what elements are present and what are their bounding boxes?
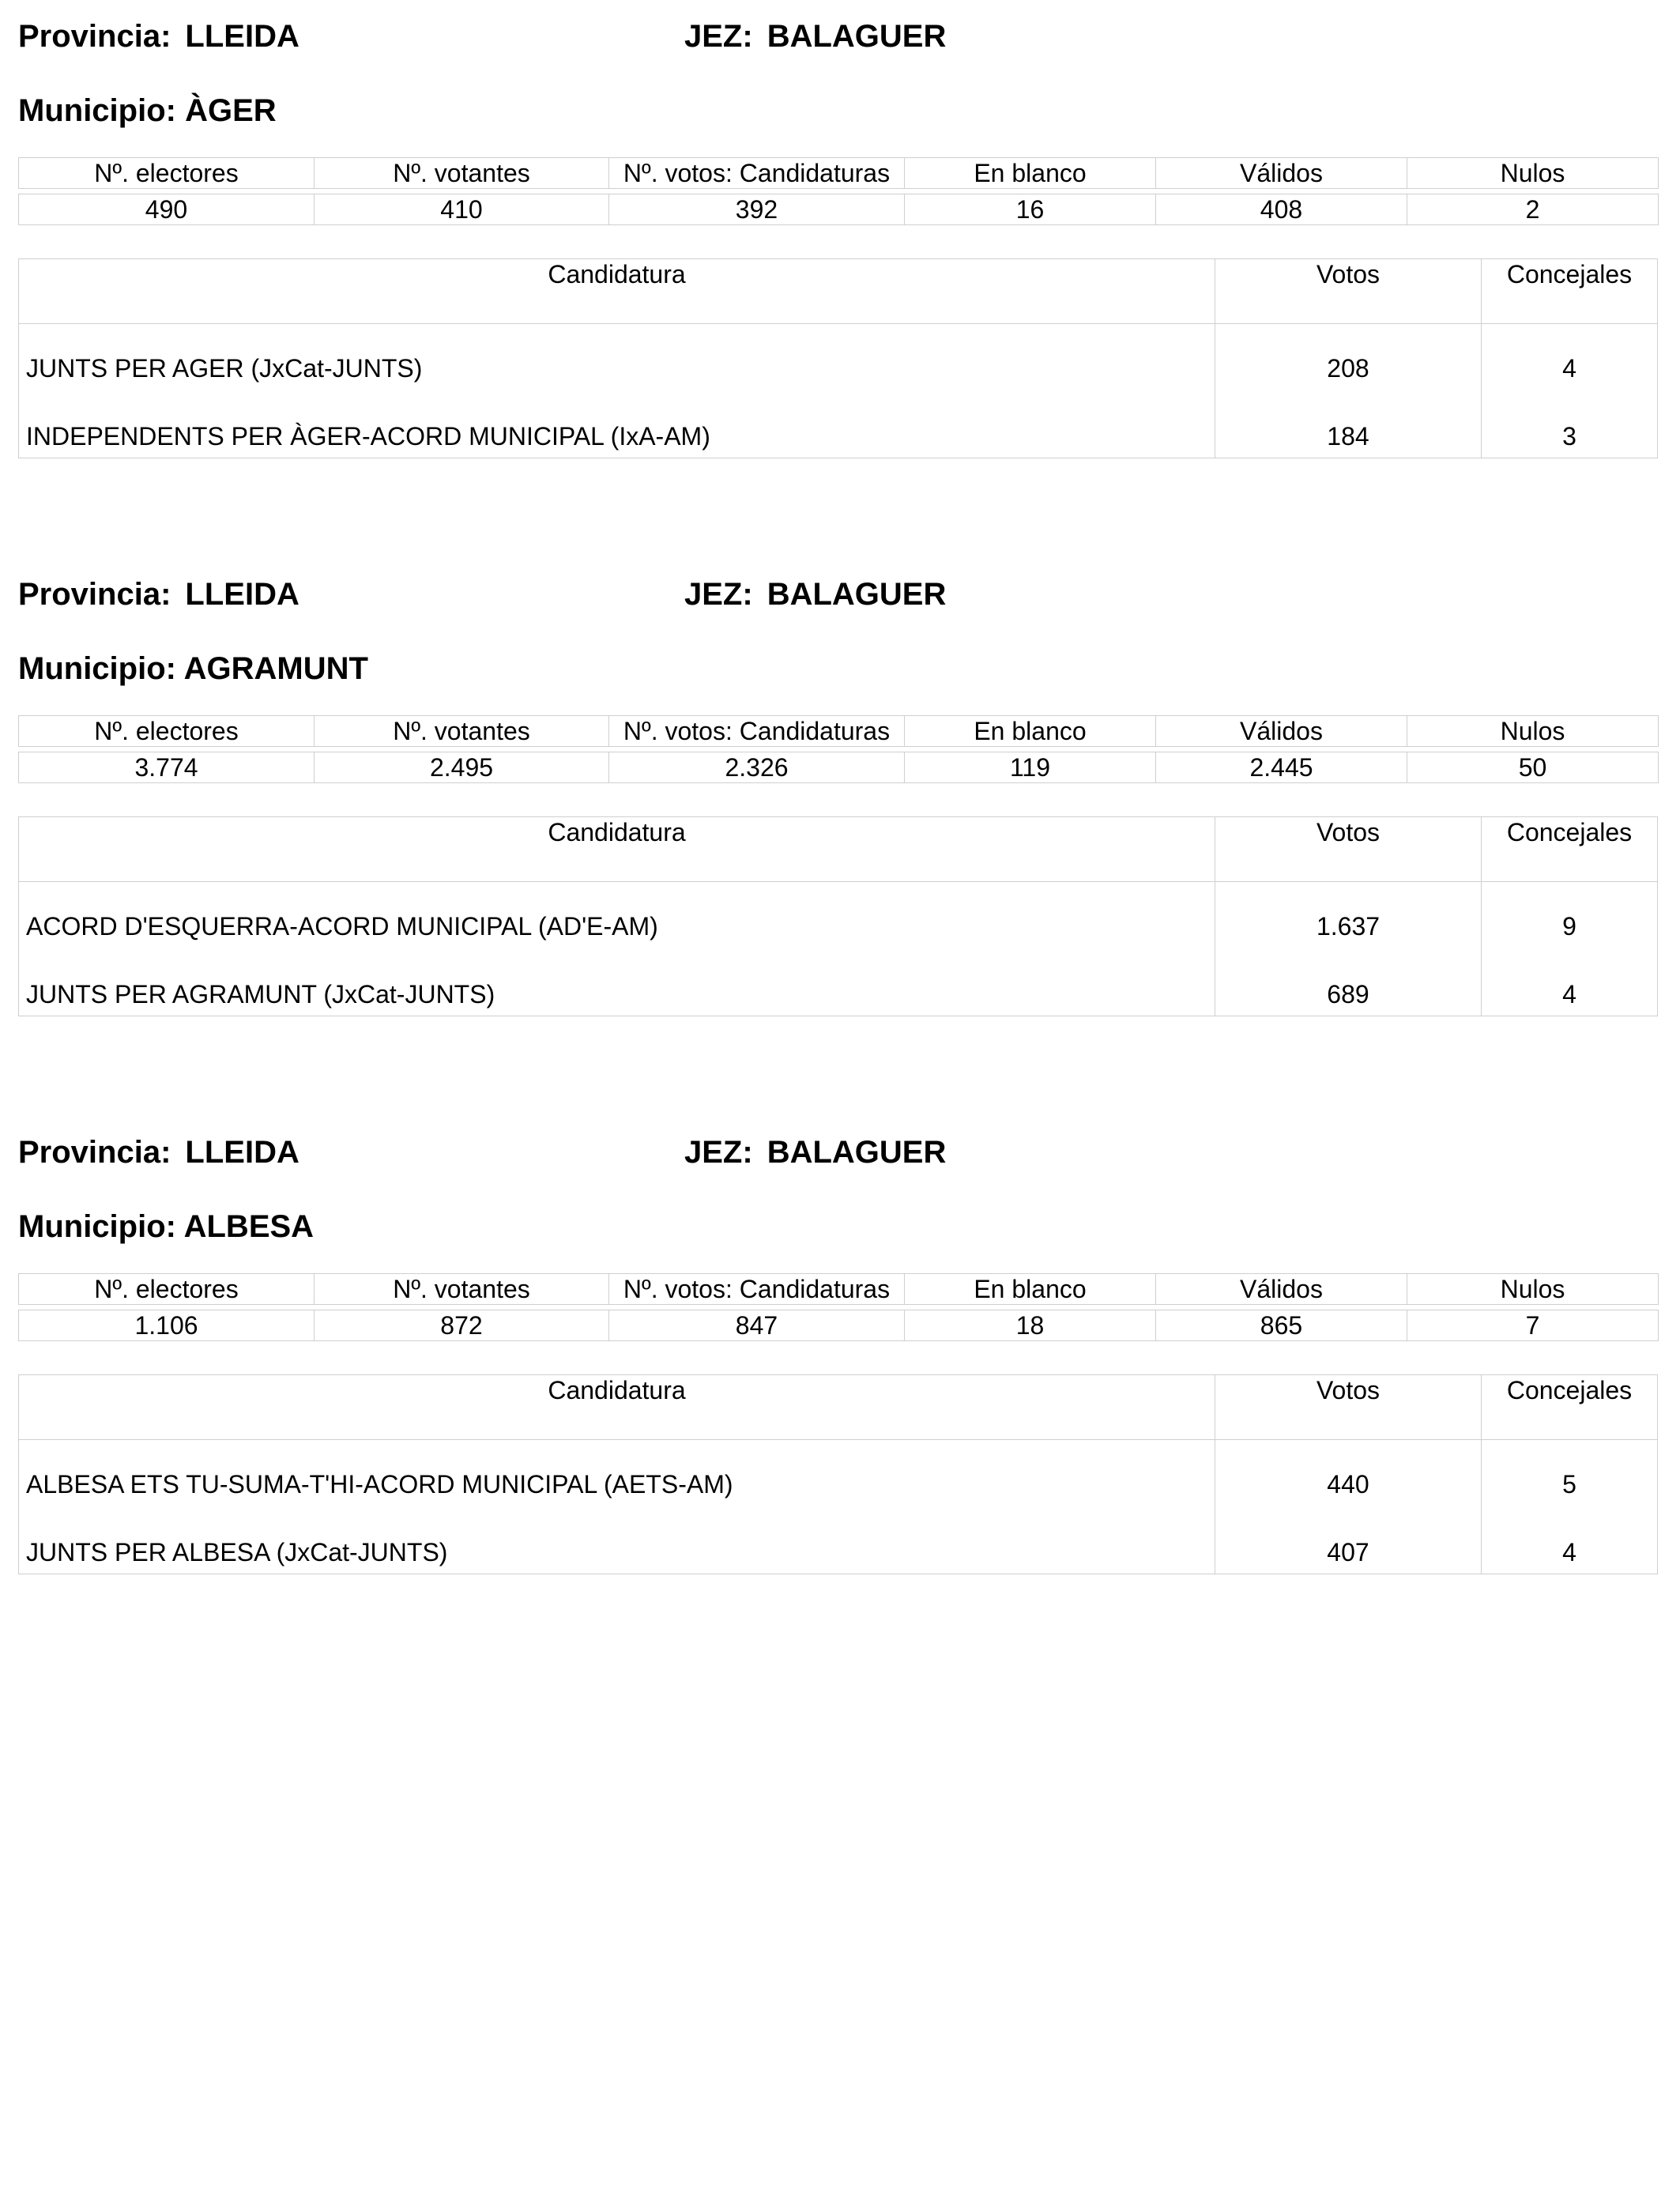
summary-value: 2	[1407, 194, 1659, 225]
summary-header: Nº. votos: Candidaturas	[609, 716, 905, 747]
summary-value: 16	[905, 194, 1156, 225]
table-row	[19, 1467, 1657, 1502]
concejales-header: Concejales	[1506, 818, 1633, 846]
candidatura-name: JUNTS PER ALBESA (JxCat-JUNTS)	[26, 1538, 448, 1566]
summary-header-row	[19, 158, 1659, 189]
provincia-heading: Provincia: LLEIDA	[18, 1135, 299, 1170]
provincia-value: LLEIDA	[185, 1135, 299, 1170]
candidatura-header: Candidatura	[548, 1376, 686, 1404]
summary-value: 2.445	[1156, 752, 1407, 783]
summary-header: Nº. votantes	[315, 158, 609, 189]
jez-value: BALAGUER	[767, 1135, 947, 1170]
summary-value-row	[19, 752, 1659, 783]
summary-header: En blanco	[905, 716, 1156, 747]
summary-value-row	[19, 194, 1659, 225]
summary-value: 847	[609, 1310, 905, 1341]
concejales-header: Concejales	[1506, 260, 1633, 288]
summary-header: En blanco	[905, 158, 1156, 189]
table-row	[19, 1535, 1657, 1570]
summary-header: Nº. votantes	[315, 1274, 609, 1305]
summary-header-row	[19, 716, 1659, 747]
votos-header: Votos	[1316, 1376, 1381, 1404]
summary-table	[18, 715, 1659, 783]
votos-header: Votos	[1316, 818, 1381, 846]
jez-heading: JEZ: BALAGUER	[684, 19, 947, 54]
summary-header: Nº. electores	[19, 158, 315, 189]
summary-value: 1.106	[19, 1310, 315, 1341]
summary-table	[18, 157, 1659, 225]
candidatura-name: ALBESA ETS TU-SUMA-T'HI-ACORD MUNICIPAL (AETS-AM)	[26, 1470, 733, 1498]
candidatura-table	[18, 1374, 1658, 1574]
jez-value: BALAGUER	[767, 577, 947, 612]
table-row	[19, 909, 1657, 944]
table-row	[19, 351, 1657, 386]
candidatura-votes: 440	[1327, 1470, 1369, 1498]
municipio-heading: Municipio: AGRAMUNT	[18, 651, 368, 686]
provincia-value: LLEIDA	[185, 577, 299, 612]
summary-header: Nulos	[1407, 716, 1659, 747]
summary-table	[18, 1273, 1659, 1341]
summary-value: 119	[905, 752, 1156, 783]
summary-value: 50	[1407, 752, 1659, 783]
summary-header: Nulos	[1407, 158, 1659, 189]
concejales-header: Concejales	[1506, 1376, 1633, 1404]
summary-value-row	[19, 1310, 1659, 1341]
candidatura-name: JUNTS PER AGER (JxCat-JUNTS)	[26, 354, 423, 383]
candidatura-concejales: 4	[1562, 354, 1576, 383]
provincia-value: LLEIDA	[185, 19, 299, 54]
municipio-value: ALBESA	[183, 1209, 315, 1244]
municipio-value: AGRAMUNT	[183, 651, 368, 686]
summary-value: 392	[609, 194, 905, 225]
provincia-heading: Provincia: LLEIDA	[18, 577, 299, 612]
candidatura-votes: 689	[1327, 980, 1369, 1008]
summary-header: Válidos	[1156, 158, 1407, 189]
municipio-heading: Municipio: ALBESA	[18, 1209, 315, 1244]
summary-value: 408	[1156, 194, 1407, 225]
provincia-heading: Provincia: LLEIDA	[18, 19, 299, 54]
municipio-value: ÀGER	[185, 93, 277, 128]
candidatura-header: Candidatura	[548, 260, 686, 288]
candidatura-table	[18, 258, 1658, 458]
candidatura-votes: 1.637	[1316, 912, 1381, 941]
votos-header: Votos	[1316, 260, 1381, 288]
summary-value: 18	[905, 1310, 1156, 1341]
candidatura-concejales: 5	[1562, 1470, 1576, 1498]
municipio-heading: Municipio: ÀGER	[18, 93, 277, 128]
summary-value: 2.495	[315, 752, 609, 783]
summary-value: 7	[1407, 1310, 1659, 1341]
summary-value: 3.774	[19, 752, 315, 783]
summary-header: Nº. votos: Candidaturas	[609, 158, 905, 189]
table-row	[19, 419, 1657, 454]
summary-header: Nº. votos: Candidaturas	[609, 1274, 905, 1305]
candidatura-header: Candidatura	[548, 818, 686, 846]
summary-header: Válidos	[1156, 1274, 1407, 1305]
summary-header: Nº. electores	[19, 1274, 315, 1305]
summary-header: Válidos	[1156, 716, 1407, 747]
candidatura-table	[18, 816, 1658, 1016]
table-row	[19, 977, 1657, 1012]
summary-header-row	[19, 1274, 1659, 1305]
summary-header: Nulos	[1407, 1274, 1659, 1305]
candidatura-votes: 184	[1327, 422, 1369, 450]
candidatura-concejales: 3	[1562, 422, 1576, 450]
summary-value: 872	[315, 1310, 609, 1341]
summary-header: En blanco	[905, 1274, 1156, 1305]
summary-value: 2.326	[609, 752, 905, 783]
candidatura-name: ACORD D'ESQUERRA-ACORD MUNICIPAL (AD'E-AM)	[26, 912, 658, 941]
candidatura-votes: 208	[1327, 354, 1369, 383]
candidatura-concejales: 9	[1562, 912, 1576, 941]
candidatura-votes: 407	[1327, 1538, 1369, 1566]
candidatura-name: JUNTS PER AGRAMUNT (JxCat-JUNTS)	[26, 980, 495, 1008]
candidatura-concejales: 4	[1562, 980, 1576, 1008]
jez-heading: JEZ: BALAGUER	[684, 577, 947, 612]
candidatura-name: INDEPENDENTS PER ÀGER-ACORD MUNICIPAL (IxA-AM)	[26, 422, 710, 450]
summary-value: 410	[315, 194, 609, 225]
summary-header: Nº. electores	[19, 716, 315, 747]
jez-heading: JEZ: BALAGUER	[684, 1135, 947, 1170]
summary-value: 490	[19, 194, 315, 225]
summary-value: 865	[1156, 1310, 1407, 1341]
summary-header: Nº. votantes	[315, 716, 609, 747]
candidatura-concejales: 4	[1562, 1538, 1576, 1566]
jez-value: BALAGUER	[767, 19, 947, 54]
